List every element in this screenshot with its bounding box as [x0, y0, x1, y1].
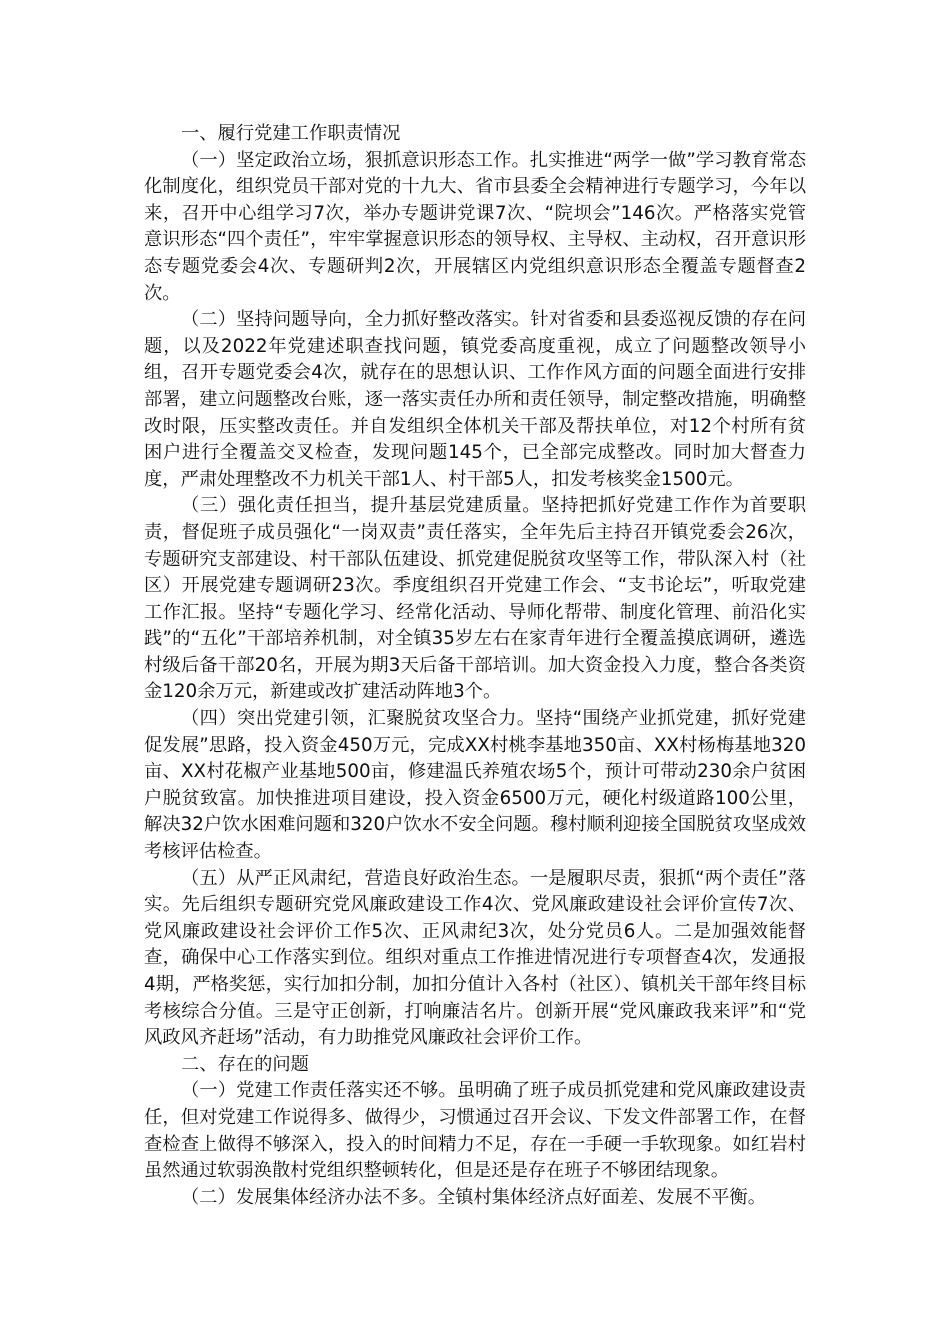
paragraph-poverty-alleviation: （四）突出党建引领，汇聚脱贫攻坚合力。坚持“围绕产业抓党建，抓好党建促发展”思路，投入资金450万元，完成XX村桃李基地350亩、XX村杨梅基地320亩、XX村花椒产业基地500亩，修建温氏养殖农场5个，预计可带动230余户贫困户脱贫致富。加快推进项目建设，投入资金6500万元，硬化村级道路100公里，解决32户饮水困难问题和320户饮水不安全问题。穆村顺利迎接全国脱贫攻坚成效考核评估检查。 [144, 708, 806, 863]
document-page [144, 121, 806, 1211]
paragraph-discipline: （五）从严正风肃纪，营造良好政治生态。一是履职尽责，狠抓“两个责任”落实。先后组织专题研究党风廉政建设工作4次、党风廉政建设社会评价宣传7次、党风廉政建设社会评价工作5次、正风肃纪3次，处分党员6人。二是加强效能督查，确保中心工作落实到位。组织对重点工作推进情况进行专项督查4次，发通报4期，严格奖惩，实行加扣分制，加扣分值计入各村（社区）、镇机关干部年终目标考核综合分值。三是守正创新，打响廉洁名片。创新开展“党风廉政我来评”和“党风政风齐赶场”活动，有力助推党风廉政社会评价工作。 [144, 867, 806, 1049]
paragraph-issue-collective-economy: （二）发展集体经济办法不多。全镇村集体经济点好面差、发展不平衡。 [181, 1186, 766, 1208]
paragraph-issue-responsibility: （一）党建工作责任落实还不够。虽明确了班子成员抓党建和党风廉政建设责任，但对党建工作说得多、做得少，习惯通过召开会议、下发文件部署工作，在督查检查上做得不够深入，投入的时间精力不足，存在一手硬一手软现象。如红岩村虽然通过软弱涣散村党组织整顿转化，但是还是存在班子不够团结现象。 [144, 1080, 806, 1182]
paragraph-responsibility: （三）强化责任担当，提升基层党建质量。坚持把抓好党建工作作为首要职责，督促班子成员强化“一岗双责”责任落实，全年先后主持召开镇党委会26次，专题研究支部建设、村干部队伍建设、抓党建促脱贫攻坚等工作，带队深入村（社区）开展党建专题调研23次。季度组织召开党建工作会、“支书论坛”，听取党建工作汇报。坚持“专题化学习、经常化活动、导师化帮带、制度化管理、前沿化实践”的“五化”干部培养机制，对全镇35岁左右在家青年进行全覆盖摸底调研，遴选村级后备干部20名，开展为期3天后备干部培训。加大资金投入力度，整合各类资金120余万元，新建或改扩建活动阵地3个。 [144, 495, 806, 703]
section2-heading: 二、存在的问题 [181, 1053, 309, 1075]
section1-heading: 一、履行党建工作职责情况 [181, 123, 401, 144]
paragraph-political-stance: （一）坚定政治立场，狠抓意识形态工作。扎实推进“两学一做”学习教育常态化制度化，组织党员干部对党的十九大、省市县委全会精神进行专题学习，今年以来，召开中心组学习7次，举办专题讲党课7次、“院坝会”146次。严格落实党管意识形态“四个责任”，牢牢掌握意识形态的领导权、主导权、主动权，召开意识形态专题党委会4次、专题研判2次，开展辖区内党组织意识形态全覆盖专题督查2次。 [144, 149, 806, 304]
paragraph-problem-rectification: （二）坚持问题导向，全力抓好整改落实。针对省委和县委巡视反馈的存在问题，以及2022年党建述职查找问题，镇党委高度重视，成立了问题整改领导小组，召开专题党委会4次，就存在的思想认识、工作作风方面的问题全面进行安排部署，建立问题整改台账，逐一落实责任办所和责任领导，制定整改措施，明确整改时限，压实整改责任。并自发组织全体机关干部及帮扶单位，对12个村所有贫困户进行全覆盖交叉检查，发现问题145个，已全部完成整改。同时加大督查力度，严肃处理整改不力机关干部1人、村干部5人，扣发考核奖金1500元。 [144, 309, 806, 490]
